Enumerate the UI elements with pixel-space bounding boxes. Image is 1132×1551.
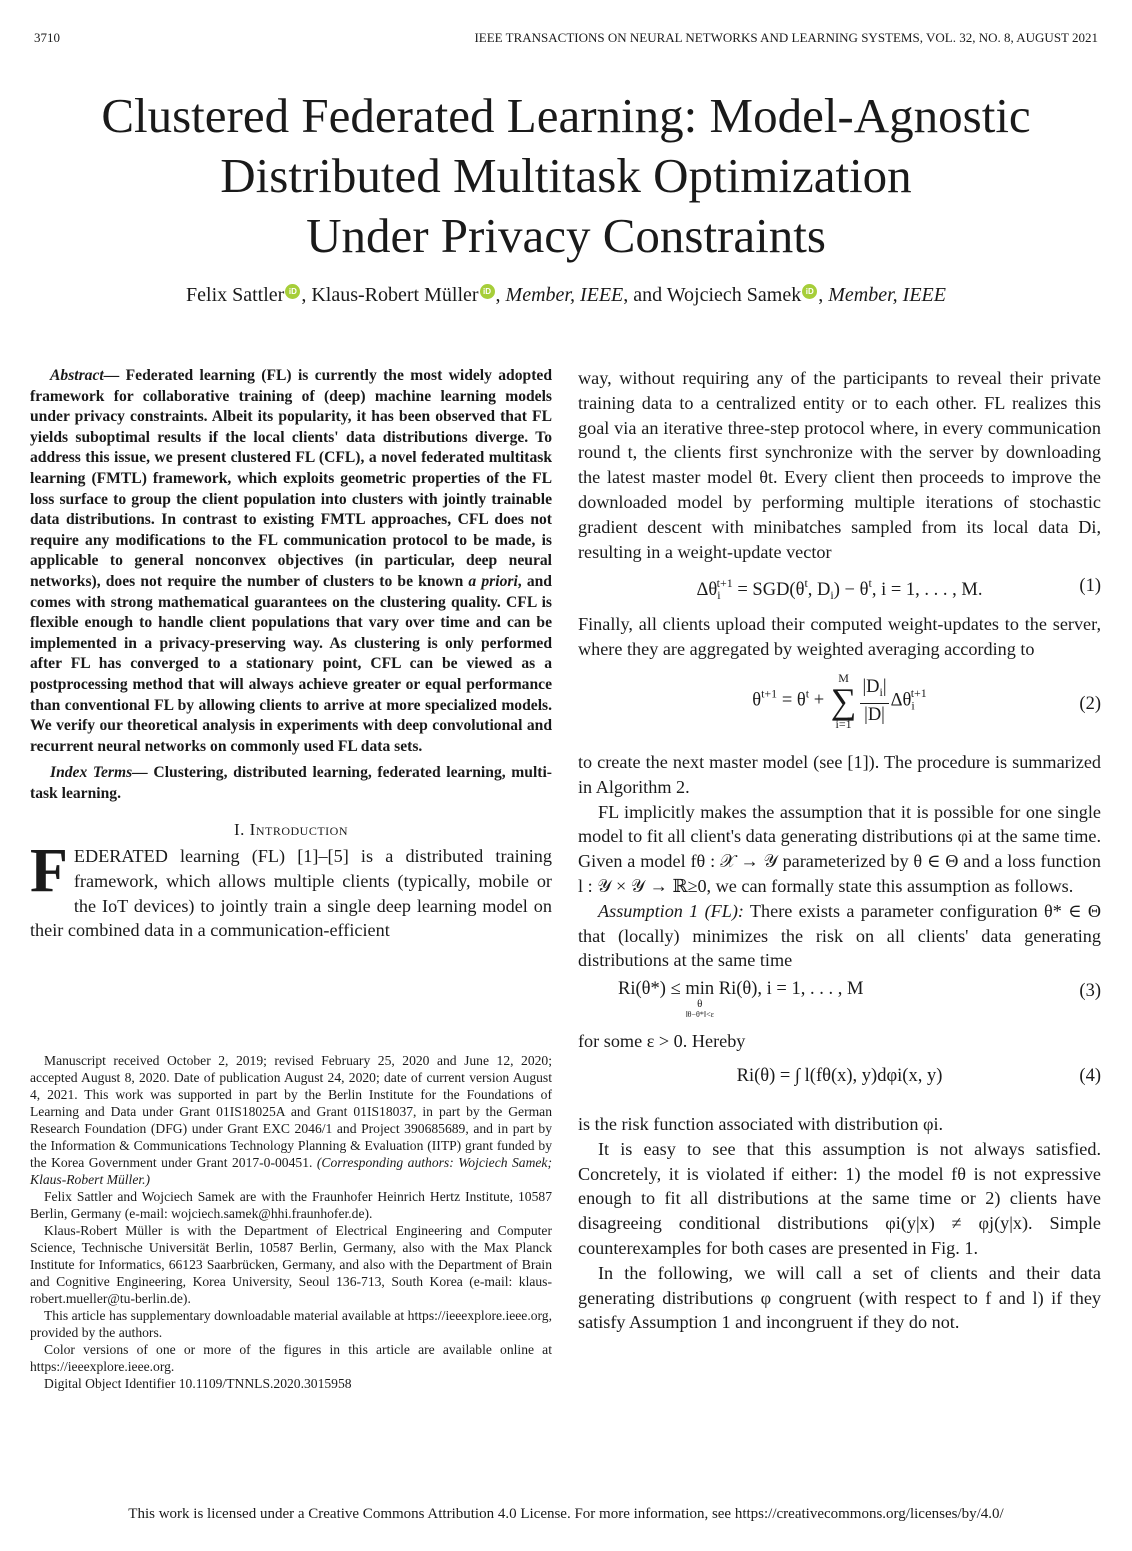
page-number: 3710 [34, 30, 60, 45]
assumption: Assumption 1 (FL): There exists a parameter configuration θ* ∈ Θ that (locally) minimizes the risk on all clients' data generating distributions at the same time [578, 900, 1101, 971]
paragraph: Finally, all clients upload their computed weight-updates to the server, where they are aggregated by weighted averaging according to [578, 614, 1101, 660]
journal-header: IEEE TRANSACTIONS ON NEURAL NETWORKS AND LEARNING SYSTEMS, VOL. 32, NO. 8, AUGUST 2021 [474, 30, 1098, 45]
title-line-3: Under Privacy Constraints [306, 208, 826, 263]
footnote-color: Color versions of one or more of the figures in this article are available online at https://ieeexplore.ieee.org. [30, 1342, 552, 1374]
footnote-manuscript: Manuscript received October 2, 2019; revised February 25, 2020 and June 12, 2020; accepted August 8, 2020. Date of publication August 24, 2020; date of current version August 4, 2021. This work was supported in part by the Berlin Institute for the Foundations of Learning and Data under Grant 01IS18025A and Grant 01IS18037, in part by the German Research Foundation (DFG) under Grant EXC 2046/1 and Project 390685689, and in part by the Information & Communications Technology Planning & Evaluation (IITP) grant funded by the Korea Government under Grant 2017-0-00451. (Corresponding authors: Wojciech Samek; Klaus-Robert Müller.) [30, 1053, 552, 1187]
abstract-label: Abstract— [50, 367, 120, 384]
author-sattler: Felix Sattler [186, 284, 285, 306]
author-muller-membership: Member, IEEE [505, 284, 624, 306]
equation-number: (3) [1079, 981, 1101, 1002]
footnote-supplementary: This article has supplementary downloadable material available at https://ieeexplore.ieee.org, provided by the authors. [30, 1308, 552, 1340]
equation-3: Ri(θ*) ≤ min θ ‖θ−θ*‖<ε Ri(θ), i = 1, . . . , M (3) [618, 979, 1101, 1020]
author-samek-membership: Member, IEEE [828, 284, 946, 306]
equation-2: $\theta^{t+1} = \theta^t$ + M ∑ i=1 $\frac{|D_i|}{|D|}$ $\Delta\theta_i^{t+1}$ (2) [752, 670, 1101, 731]
footnote-doi: Digital Object Identifier 10.1109/TNNLS.2020.3015958 [44, 1376, 352, 1391]
index-terms-text: Clustering, distributed learning, federated learning, multi-task learning. [30, 764, 552, 802]
left-column [30, 366, 552, 943]
drop-cap: F [30, 837, 68, 906]
title-line-1: Clustered Federated Learning: Model-Agnostic [101, 88, 1031, 143]
equation-1: $\Delta\theta_i^{t+1} = SGD(\theta^t$, $D_i) - \theta^t$, i = 1, . . . , M. (1) [696, 576, 1101, 603]
abstract-text-cont: , and comes with strong mathematical guarantees on the clustering quality. CFL is flexible enough to handle client populations that vary over time and can be implemented in a privacy-preserving way. As clustering is only performed after FL has converged to a stationary point, CFL can be viewed as a postprocessing method that will always achieve greater or equal performance than conventional FL by allowing clients to arrive at more specialized models. We verify our theoretical analysis in experiments with deep convolutional and recurrent neural networks on commonly used FL data sets. [30, 572, 552, 755]
equation-number: (2) [1079, 693, 1101, 714]
author-samek: and Wojciech Samek [633, 284, 802, 306]
intro-text: EDERATED learning (FL) [1]–[5] is a distributed training framework, which allows multiple clients (typically, mobile or the IoT devices) to jointly train a single deep learning model on their combined data in a communication-efficient [30, 846, 552, 941]
intro-paragraph [30, 837, 552, 942]
paragraph: for some ε > 0. Hereby [578, 1031, 746, 1052]
index-terms-label: Index Terms— [50, 764, 148, 782]
orcid-icon[interactable]: iD [285, 284, 300, 299]
section-title: Introduction [249, 820, 348, 840]
author-muller: Klaus-Robert Müller [311, 284, 479, 306]
paragraph: way, without requiring any of the participants to reveal their private training data to a centralized entity or to each other. FL realizes this goal via an iterative three-step protocol where, in every communication round t, the clients first synchronize with the server by downloading the latest master model θt. Every client then proceeds to improve the downloaded model by performing multiple iterations of stochastic gradient descent with minibatches sampled from its local data Di, resulting in a weight-update vector [578, 368, 1101, 562]
equation-number: (1) [1079, 576, 1101, 597]
equation-4: Ri(θ) = ∫ l(fθ(x), y)dφi(x, y) (4) [736, 1065, 1101, 1086]
orcid-icon[interactable]: iD [802, 284, 817, 299]
right-column [578, 366, 1101, 1335]
equation-number: (4) [1079, 1065, 1101, 1086]
license-footer: This work is licensed under a Creative Commons Attribution 4.0 License. For more information, see https://creativecommons.org/licenses/by/4.0/ [128, 1506, 1004, 1522]
orcid-icon[interactable]: iD [480, 284, 495, 299]
section-heading [30, 820, 552, 840]
paper-title [40, 86, 1092, 266]
footnote-affiliation-1: Felix Sattler and Wojciech Samek are with the Fraunhofer Heinrich Hertz Institute, 10587 Berlin, Germany (e-mail: wojciech.samek@hhi.fraunhofer.de). [30, 1189, 552, 1221]
paragraph: In the following, we will call a set of clients and their data generating distributions φ congruent (with respect to f and l) if they satisfy Assumption 1 and incongruent if they do not. [578, 1262, 1101, 1333]
paragraph: is the risk function associated with distribution φi. [578, 1113, 944, 1134]
abstract [30, 366, 552, 757]
abstract-text: Federated learning (FL) is currently the most widely adopted framework for collaborative training of (deep) machine learning models under privacy constraints. Albeit its popularity, it has been observed that FL yields suboptimal results if the local clients' data distributions diverge. To address this issue, we present clustered FL (CFL), a novel federated multitask learning (FMTL) framework, which exploits geometric properties of the FL loss surface to group the client population into clusters with jointly trainable data distributions. In contrast to existing FMTL approaches, CFL does not require any modifications to the FL communication protocol to be made, is applicable to general nonconvex objectives (in particular, deep neural networks), does not require the number of clusters to be known [30, 367, 552, 590]
footnote-affiliation-2: Klaus-Robert Müller is with the Department of Electrical Engineering and Computer Science, Technische Universität Berlin, 10587 Berlin, Germany, also with the Max Planck Institute for Informatics, 66123 Saarbrücken, Germany, and also with the Department of Brain and Cognitive Engineering, Korea University, Seoul 136-713, South Korea (e-mail: klaus-robert.mueller@tu-berlin.de). [30, 1223, 552, 1306]
index-terms [30, 763, 552, 804]
author-list: Felix Sattler iD , Klaus-Robert Müller iD , Member, IEEE, and Wojciech Samek iD , Member, IEEE [186, 284, 946, 306]
title-line-2: Distributed Multitask Optimization [220, 148, 912, 203]
abstract-apriori: a priori [468, 572, 518, 590]
paragraph: to create the next master model (see [1]). The procedure is summarized in Algorithm 2. [578, 751, 1101, 797]
paragraph: It is easy to see that this assumption is not always satisfied. Concretely, it is violated if either: 1) the model fθ is not expressive enough to fit all distributions at the same time or 2) clients have disagreeing conditional distributions φi(y|x) ≠ φj(y|x). Simple counterexamples for both cases are presented in Fig. 1. [578, 1138, 1101, 1258]
paragraph: FL implicitly makes the assumption that it is possible for one single model to fit all client's data generating distributions φi at the same time. Given a model fθ : 𝒳 → 𝒴 parameterized by θ ∈ Θ and a loss function l : 𝒴 × 𝒴 → ℝ≥0, we can formally state this assumption as follows. [578, 801, 1101, 896]
section-number: I. [234, 820, 245, 840]
footnotes [30, 1052, 552, 1392]
